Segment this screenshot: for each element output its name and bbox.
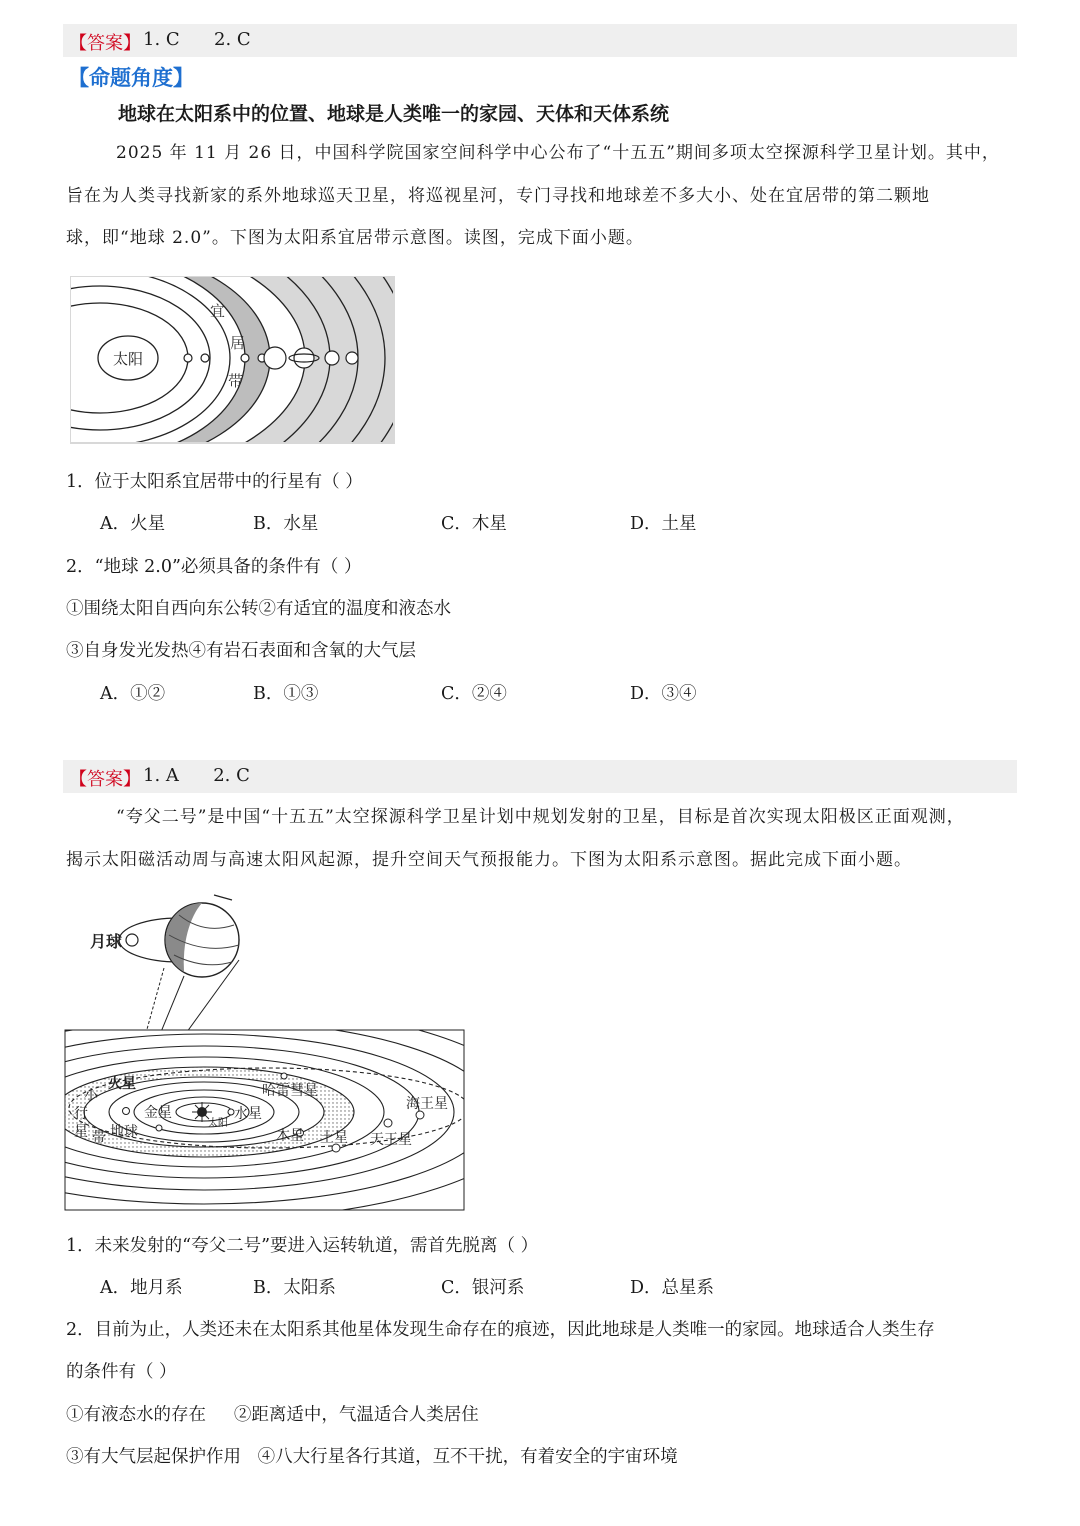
question-1-2-cond-1: ①围绕太阳自西向东公转②有适宜的温度和液态水 [66,599,451,619]
option-a: A．地月系 [100,1278,183,1298]
passage-1 [66,132,1026,260]
belt-char-1: 小 [84,1088,98,1104]
label-venus: 金星 [144,1105,172,1121]
belt-char-3: 星 [74,1124,88,1140]
option-b: B．太阳系 [253,1278,336,1298]
belt-char-2: 行 [74,1106,88,1122]
zone-char-3: 带 [228,372,244,390]
passage-1-line-3: 球，即“地球 2.0”。下图为太阳系宜居带示意图。读图，完成下面小题。 [66,228,644,248]
topic-heading: 地球在太阳系中的位置、地球是人类唯一的家园、天体和天体系统 [118,103,670,125]
question-2-1: 1．未来发射的“夸父二号”要进入运转轨道，需首先脱离（ ） [66,1236,539,1256]
option-c: C．银河系 [441,1278,525,1298]
passage-1-line-2: 旨在为人类寻找新家的系外地球巡天卫星，将巡视星河，专门寻找和地球差不多大小、处在宜居带的第二颗地 [66,185,930,206]
option-d: D．总星系 [630,1278,715,1298]
label-jupiter: 木星 [276,1128,304,1144]
zone-char-1: 宜 [210,302,226,320]
label-saturn: 土星 [320,1130,348,1146]
option-b: B．①③ [253,684,319,704]
passage-2-line-1: “夸父二号”是中国“十五五”太空探源科学卫星计划中规划发射的卫星，目标是首次实现太阳极区正面观测， [116,807,965,827]
answer-tag: 【答案】 [69,33,141,54]
answer-tag: 【答案】 [69,769,141,790]
option-a: A．①② [100,684,166,704]
solar-system-figure [64,890,466,1212]
belt-char-4: 带 [92,1130,106,1146]
label-halley: 哈雷彗星 [262,1083,318,1099]
question-2-2-cond-2: ③有大气层起保护作用 ④八大行星各行其道，互不干扰，有着安全的宇宙环境 [66,1447,678,1467]
moon-label: 月球 [90,932,123,951]
answer-text: 1. C 2. C [143,29,251,50]
option-d: D．土星 [630,514,697,534]
question-2-2-cond-1: ①有液态水的存在 ②距离适中，气温适合人类居住 [66,1405,479,1425]
option-d: D．③④ [630,684,697,704]
label-mercury: 水星 [234,1106,262,1122]
zone-char-2: 居 [230,334,246,352]
option-c: C．木星 [441,514,507,534]
option-b: B．水星 [253,514,319,534]
label-mars: 火星 [108,1076,136,1092]
label-neptune: 海王星 [406,1096,448,1112]
section-title: 【命题角度】 [68,66,194,90]
label-earth: 地球 [110,1124,138,1140]
label-uranus: 天王星 [370,1132,412,1148]
question-1-1: 1．位于太阳系宜居带中的行星有（ ） [66,472,363,492]
label-sun: 太阳 [208,1118,228,1129]
sun-label: 太阳 [112,350,144,368]
passage-2 [66,796,1026,881]
passage-2-line-2: 揭示太阳磁活动周与高速太阳风起源，提升空间天气预报能力。下图为太阳系示意图。据此完成下面小题。 [66,849,912,870]
habitable-zone-figure [70,276,395,444]
answer-bar [63,760,1017,793]
answer-bar [63,24,1017,57]
option-c: C．②④ [441,684,507,704]
question-1-2: 2．“地球 2.0”必须具备的条件有（ ） [66,557,362,577]
answer-text: 1. A 2. C [143,765,250,786]
passage-1-line-1: 2025 年 11 月 26 日，中国科学院国家空间科学中心公布了“十五五”期间多项太空探源科学卫星计划。其中， [116,143,1000,163]
question-2-2-line-2: 的条件有（ ） [66,1362,177,1382]
option-a: A．火星 [100,514,166,534]
question-1-2-cond-2: ③自身发光发热④有岩石表面和含氧的大气层 [66,641,416,661]
question-2-2-line-1: 2．目前为止，人类还未在太阳系其他星体发现生命存在的痕迹，因此地球是人类唯一的家园。地球适合人类生存 [66,1320,935,1340]
